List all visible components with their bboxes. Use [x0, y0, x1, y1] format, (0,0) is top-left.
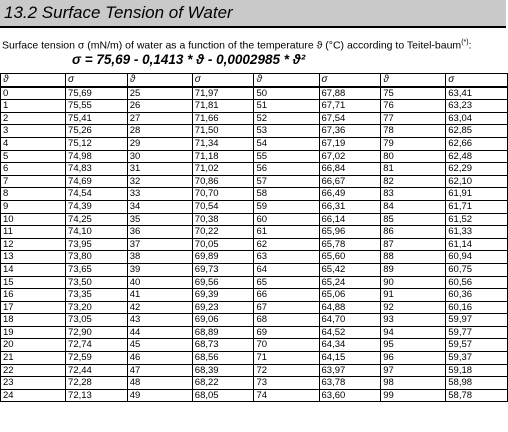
temperature-cell: 78 [381, 125, 446, 138]
sigma-cell: 74,98 [66, 150, 128, 163]
table-row [1, 326, 508, 339]
sigma-cell: 65,24 [319, 276, 381, 289]
sigma-cell: 64,15 [319, 352, 381, 365]
intro-text: Surface tension σ (mN/m) of water as a function of the temperature ϑ (°C) according to Teitel-baum [2, 39, 462, 52]
table-row [1, 263, 508, 276]
table-row [1, 301, 508, 314]
sigma-cell: 63,41 [446, 87, 508, 100]
sigma-cell: 63,78 [319, 377, 381, 390]
temperature-cell: 79 [381, 137, 446, 150]
sigma-cell: 62,85 [446, 125, 508, 138]
header-sigma: σ [66, 74, 128, 87]
sigma-cell: 70,70 [192, 188, 254, 201]
temperature-cell: 14 [1, 263, 66, 276]
temperature-cell: 49 [127, 389, 192, 402]
temperature-cell: 53 [254, 125, 319, 138]
sigma-cell: 64,52 [319, 326, 381, 339]
sigma-cell: 70,38 [192, 213, 254, 226]
temperature-cell: 84 [381, 200, 446, 213]
temperature-cell: 92 [381, 301, 446, 314]
temperature-cell: 20 [1, 339, 66, 352]
header-temperature: ϑ [127, 74, 192, 87]
sigma-cell: 73,05 [66, 314, 128, 327]
temperature-cell: 62 [254, 238, 319, 251]
sigma-cell: 72,28 [66, 377, 128, 390]
sigma-cell: 75,69 [66, 87, 128, 100]
table-row [1, 389, 508, 402]
sigma-cell: 72,74 [66, 339, 128, 352]
temperature-cell: 17 [1, 301, 66, 314]
sigma-cell: 66,31 [319, 200, 381, 213]
sigma-cell: 67,36 [319, 125, 381, 138]
intro-paragraph [2, 36, 506, 53]
sigma-cell: 70,54 [192, 200, 254, 213]
section-title: 13.2 Surface Tension of Water [4, 3, 233, 22]
temperature-cell: 15 [1, 276, 66, 289]
sigma-cell: 67,88 [319, 87, 381, 100]
temperature-cell: 39 [127, 263, 192, 276]
sigma-cell: 60,56 [446, 276, 508, 289]
sigma-cell: 74,69 [66, 175, 128, 188]
table-row [1, 276, 508, 289]
temperature-cell: 55 [254, 150, 319, 163]
temperature-cell: 33 [127, 188, 192, 201]
temperature-cell: 43 [127, 314, 192, 327]
sigma-cell: 74,39 [66, 200, 128, 213]
sigma-cell: 61,91 [446, 188, 508, 201]
temperature-cell: 34 [127, 200, 192, 213]
header-sigma: σ [446, 74, 508, 87]
temperature-cell: 87 [381, 238, 446, 251]
sigma-cell: 59,97 [446, 314, 508, 327]
temperature-cell: 45 [127, 339, 192, 352]
sigma-cell: 59,37 [446, 352, 508, 365]
temperature-cell: 88 [381, 251, 446, 264]
table-row [1, 188, 508, 201]
footnote-mark: (*) [461, 39, 469, 46]
sigma-cell: 73,20 [66, 301, 128, 314]
temperature-cell: 72 [254, 364, 319, 377]
temperature-cell: 44 [127, 326, 192, 339]
sigma-cell: 74,25 [66, 213, 128, 226]
section-header [0, 0, 506, 28]
sigma-cell: 72,44 [66, 364, 128, 377]
temperature-cell: 67 [254, 301, 319, 314]
sigma-cell: 67,71 [319, 100, 381, 113]
sigma-cell: 58,78 [446, 389, 508, 402]
temperature-cell: 76 [381, 100, 446, 113]
temperature-cell: 73 [254, 377, 319, 390]
temperature-cell: 97 [381, 364, 446, 377]
temperature-cell: 61 [254, 226, 319, 239]
temperature-cell: 38 [127, 251, 192, 264]
temperature-cell: 12 [1, 238, 66, 251]
sigma-cell: 65,60 [319, 251, 381, 264]
temperature-cell: 94 [381, 326, 446, 339]
sigma-cell: 69,89 [192, 251, 254, 264]
temperature-cell: 32 [127, 175, 192, 188]
temperature-cell: 48 [127, 377, 192, 390]
sigma-cell: 65,42 [319, 263, 381, 276]
sigma-cell: 65,96 [319, 226, 381, 239]
temperature-cell: 29 [127, 137, 192, 150]
temperature-cell: 22 [1, 364, 66, 377]
table-row [1, 339, 508, 352]
temperature-cell: 2 [1, 112, 66, 125]
temperature-cell: 1 [1, 100, 66, 113]
temperature-cell: 31 [127, 163, 192, 176]
temperature-cell: 86 [381, 226, 446, 239]
sigma-cell: 59,57 [446, 339, 508, 352]
temperature-cell: 23 [1, 377, 66, 390]
temperature-cell: 82 [381, 175, 446, 188]
table-row [1, 200, 508, 213]
table-row [1, 289, 508, 302]
temperature-cell: 96 [381, 352, 446, 365]
temperature-cell: 77 [381, 112, 446, 125]
sigma-cell: 61,71 [446, 200, 508, 213]
sigma-cell: 73,80 [66, 251, 128, 264]
temperature-cell: 91 [381, 289, 446, 302]
table-row [1, 364, 508, 377]
temperature-cell: 46 [127, 352, 192, 365]
temperature-cell: 19 [1, 326, 66, 339]
sigma-cell: 72,13 [66, 389, 128, 402]
sigma-cell: 73,65 [66, 263, 128, 276]
temperature-cell: 52 [254, 112, 319, 125]
sigma-cell: 66,67 [319, 175, 381, 188]
temperature-cell: 40 [127, 276, 192, 289]
header-temperature: ϑ [381, 74, 446, 87]
table-row [1, 87, 508, 100]
sigma-cell: 61,52 [446, 213, 508, 226]
sigma-cell: 62,29 [446, 163, 508, 176]
sigma-cell: 69,06 [192, 314, 254, 327]
temperature-cell: 6 [1, 163, 66, 176]
table-row [1, 226, 508, 239]
temperature-cell: 83 [381, 188, 446, 201]
sigma-cell: 64,88 [319, 301, 381, 314]
sigma-cell: 60,75 [446, 263, 508, 276]
sigma-cell: 63,04 [446, 112, 508, 125]
table-row [1, 175, 508, 188]
temperature-cell: 60 [254, 213, 319, 226]
sigma-cell: 70,86 [192, 175, 254, 188]
temperature-cell: 65 [254, 276, 319, 289]
table-row [1, 112, 508, 125]
temperature-cell: 47 [127, 364, 192, 377]
table-row [1, 352, 508, 365]
temperature-cell: 8 [1, 188, 66, 201]
sigma-cell: 61,14 [446, 238, 508, 251]
temperature-cell: 64 [254, 263, 319, 276]
sigma-cell: 68,39 [192, 364, 254, 377]
header-sigma: σ [319, 74, 381, 87]
temperature-cell: 37 [127, 238, 192, 251]
sigma-cell: 74,54 [66, 188, 128, 201]
sigma-cell: 67,19 [319, 137, 381, 150]
sigma-cell: 68,22 [192, 377, 254, 390]
sigma-cell: 73,95 [66, 238, 128, 251]
sigma-cell: 71,18 [192, 150, 254, 163]
temperature-cell: 80 [381, 150, 446, 163]
sigma-cell: 58,98 [446, 377, 508, 390]
sigma-cell: 67,02 [319, 150, 381, 163]
sigma-cell: 71,34 [192, 137, 254, 150]
sigma-cell: 75,26 [66, 125, 128, 138]
temperature-cell: 28 [127, 125, 192, 138]
sigma-cell: 66,84 [319, 163, 381, 176]
sigma-cell: 69,73 [192, 263, 254, 276]
sigma-cell: 73,50 [66, 276, 128, 289]
temperature-cell: 98 [381, 377, 446, 390]
sigma-cell: 68,05 [192, 389, 254, 402]
temperature-cell: 93 [381, 314, 446, 327]
temperature-cell: 50 [254, 87, 319, 100]
table-row [1, 125, 508, 138]
temperature-cell: 27 [127, 112, 192, 125]
table-row [1, 150, 508, 163]
temperature-cell: 25 [127, 87, 192, 100]
sigma-cell: 71,02 [192, 163, 254, 176]
temperature-cell: 89 [381, 263, 446, 276]
sigma-cell: 68,89 [192, 326, 254, 339]
sigma-cell: 69,39 [192, 289, 254, 302]
temperature-cell: 0 [1, 87, 66, 100]
temperature-cell: 90 [381, 276, 446, 289]
temperature-cell: 26 [127, 100, 192, 113]
sigma-cell: 64,34 [319, 339, 381, 352]
temperature-cell: 30 [127, 150, 192, 163]
header-temperature: ϑ [254, 74, 319, 87]
temperature-cell: 57 [254, 175, 319, 188]
sigma-cell: 66,14 [319, 213, 381, 226]
sigma-cell: 65,78 [319, 238, 381, 251]
temperature-cell: 42 [127, 301, 192, 314]
table-row [1, 163, 508, 176]
temperature-cell: 56 [254, 163, 319, 176]
sigma-cell: 69,56 [192, 276, 254, 289]
sigma-cell: 74,83 [66, 163, 128, 176]
sigma-cell: 66,49 [319, 188, 381, 201]
header-temperature: ϑ [1, 74, 66, 87]
temperature-cell: 58 [254, 188, 319, 201]
sigma-cell: 59,18 [446, 364, 508, 377]
sigma-cell: 63,23 [446, 100, 508, 113]
table-body [1, 87, 508, 402]
sigma-cell: 74,10 [66, 226, 128, 239]
sigma-cell: 69,23 [192, 301, 254, 314]
table-row [1, 251, 508, 264]
sigma-cell: 60,94 [446, 251, 508, 264]
temperature-cell: 71 [254, 352, 319, 365]
sigma-cell: 71,97 [192, 87, 254, 100]
table-row [1, 100, 508, 113]
temperature-cell: 35 [127, 213, 192, 226]
sigma-cell: 71,81 [192, 100, 254, 113]
temperature-cell: 16 [1, 289, 66, 302]
formula: σ = 75,69 - 0,1413 * ϑ - 0,0002985 * ϑ² [72, 52, 306, 67]
sigma-cell: 60,36 [446, 289, 508, 302]
temperature-cell: 11 [1, 226, 66, 239]
temperature-cell: 4 [1, 137, 66, 150]
temperature-cell: 68 [254, 314, 319, 327]
surface-tension-table [0, 73, 508, 402]
sigma-cell: 60,16 [446, 301, 508, 314]
temperature-cell: 18 [1, 314, 66, 327]
temperature-cell: 5 [1, 150, 66, 163]
header-sigma: σ [192, 74, 254, 87]
temperature-cell: 10 [1, 213, 66, 226]
temperature-cell: 70 [254, 339, 319, 352]
sigma-cell: 72,59 [66, 352, 128, 365]
temperature-cell: 75 [381, 87, 446, 100]
temperature-cell: 36 [127, 226, 192, 239]
sigma-cell: 67,54 [319, 112, 381, 125]
sigma-cell: 71,50 [192, 125, 254, 138]
table-row [1, 137, 508, 150]
temperature-cell: 74 [254, 389, 319, 402]
temperature-cell: 7 [1, 175, 66, 188]
table-row [1, 213, 508, 226]
temperature-cell: 3 [1, 125, 66, 138]
intro-colon: : [468, 39, 472, 52]
sigma-cell: 65,06 [319, 289, 381, 302]
temperature-cell: 59 [254, 200, 319, 213]
sigma-cell: 62,48 [446, 150, 508, 163]
sigma-cell: 68,73 [192, 339, 254, 352]
sigma-cell: 70,05 [192, 238, 254, 251]
sigma-cell: 70,22 [192, 226, 254, 239]
sigma-cell: 75,55 [66, 100, 128, 113]
temperature-cell: 81 [381, 163, 446, 176]
table-row [1, 314, 508, 327]
temperature-cell: 9 [1, 200, 66, 213]
temperature-cell: 69 [254, 326, 319, 339]
temperature-cell: 85 [381, 213, 446, 226]
sigma-cell: 62,66 [446, 137, 508, 150]
sigma-cell: 61,33 [446, 226, 508, 239]
temperature-cell: 41 [127, 289, 192, 302]
table-header-row [1, 74, 508, 87]
temperature-cell: 63 [254, 251, 319, 264]
sigma-cell: 59,77 [446, 326, 508, 339]
temperature-cell: 66 [254, 289, 319, 302]
temperature-cell: 21 [1, 352, 66, 365]
table-row [1, 238, 508, 251]
sigma-cell: 75,41 [66, 112, 128, 125]
sigma-cell: 72,90 [66, 326, 128, 339]
sigma-cell: 68,56 [192, 352, 254, 365]
sigma-cell: 75,12 [66, 137, 128, 150]
temperature-cell: 51 [254, 100, 319, 113]
table-row [1, 377, 508, 390]
temperature-cell: 54 [254, 137, 319, 150]
sigma-cell: 63,97 [319, 364, 381, 377]
sigma-cell: 64,70 [319, 314, 381, 327]
temperature-cell: 24 [1, 389, 66, 402]
sigma-cell: 63,60 [319, 389, 381, 402]
sigma-cell: 73,35 [66, 289, 128, 302]
temperature-cell: 99 [381, 389, 446, 402]
temperature-cell: 13 [1, 251, 66, 264]
sigma-cell: 71,66 [192, 112, 254, 125]
temperature-cell: 95 [381, 339, 446, 352]
sigma-cell: 62,10 [446, 175, 508, 188]
